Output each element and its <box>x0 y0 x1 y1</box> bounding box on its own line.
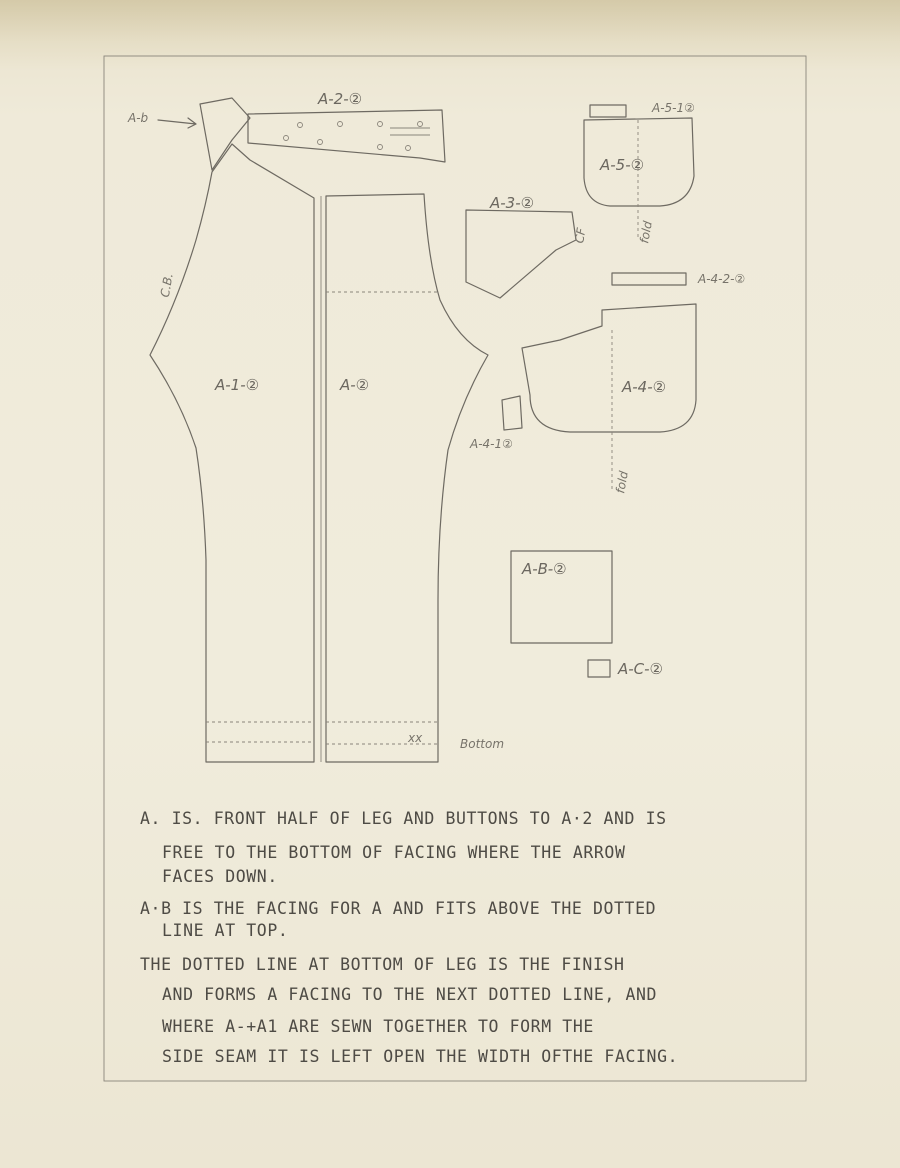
a-2-buttonholes <box>284 122 431 151</box>
piece-a <box>326 194 488 762</box>
piece-a-c <box>588 660 610 677</box>
piece-a-1 <box>150 144 314 762</box>
label-bottom: Bottom <box>460 737 505 751</box>
note-line-3: FACES DOWN. <box>162 867 278 886</box>
note-line-4: A·B IS THE FACING FOR A AND FITS ABOVE THE DOTTED <box>140 899 657 918</box>
label-a-b-facing: A-B-② <box>522 560 567 578</box>
label-a-b: A-b <box>128 111 149 125</box>
label-a-5-1: A-5-1② <box>652 101 695 115</box>
piece-a-5-1 <box>590 105 626 117</box>
note-line-8: WHERE A-+A1 ARE SEWN TOGETHER TO FORM THE <box>162 1017 594 1036</box>
label-cb: C.B. <box>157 272 176 299</box>
note-line-2: FREE TO THE BOTTOM OF FACING WHERE THE ARROW <box>162 843 626 862</box>
note-line-7: AND FORMS A FACING TO THE NEXT DOTTED LINE, AND <box>162 985 658 1004</box>
label-a-4: A-4-② <box>622 378 667 396</box>
label-a-c: A-C-② <box>618 660 664 678</box>
label-a-4-2: A-4-2-② <box>698 272 746 286</box>
note-line-1: A. IS. FRONT HALF OF LEG AND BUTTONS TO A·2 AND IS <box>140 809 667 828</box>
label-xx: xx <box>408 731 423 745</box>
note-line-5: LINE AT TOP. <box>162 921 289 940</box>
note-line-6: THE DOTTED LINE AT BOTTOM OF LEG IS THE FINISH <box>140 955 625 974</box>
label-cf: CF <box>572 226 589 245</box>
arrow-a-b <box>158 118 196 128</box>
label-fold-1: fold <box>637 219 655 245</box>
label-a-4-1: A-4-1② <box>470 437 513 451</box>
piece-a-3 <box>466 210 576 298</box>
label-fold-2: fold <box>613 469 631 495</box>
label-a-3: A-3-② <box>490 194 535 212</box>
label-a-2: A-2-② <box>318 90 363 108</box>
note-line-9: SIDE SEAM IT IS LEFT OPEN THE WIDTH OFTHE FACING. <box>162 1047 679 1066</box>
label-a: A-② <box>340 376 370 394</box>
notes-block <box>140 809 678 1066</box>
piece-a-4-2 <box>612 273 686 285</box>
label-a-5: A-5-② <box>600 156 645 174</box>
piece-a-2 <box>248 110 445 162</box>
piece-a-4 <box>522 304 696 432</box>
piece-a-b <box>200 98 250 170</box>
label-a-1: A-1-② <box>215 376 260 394</box>
piece-a-4-1 <box>502 396 522 430</box>
